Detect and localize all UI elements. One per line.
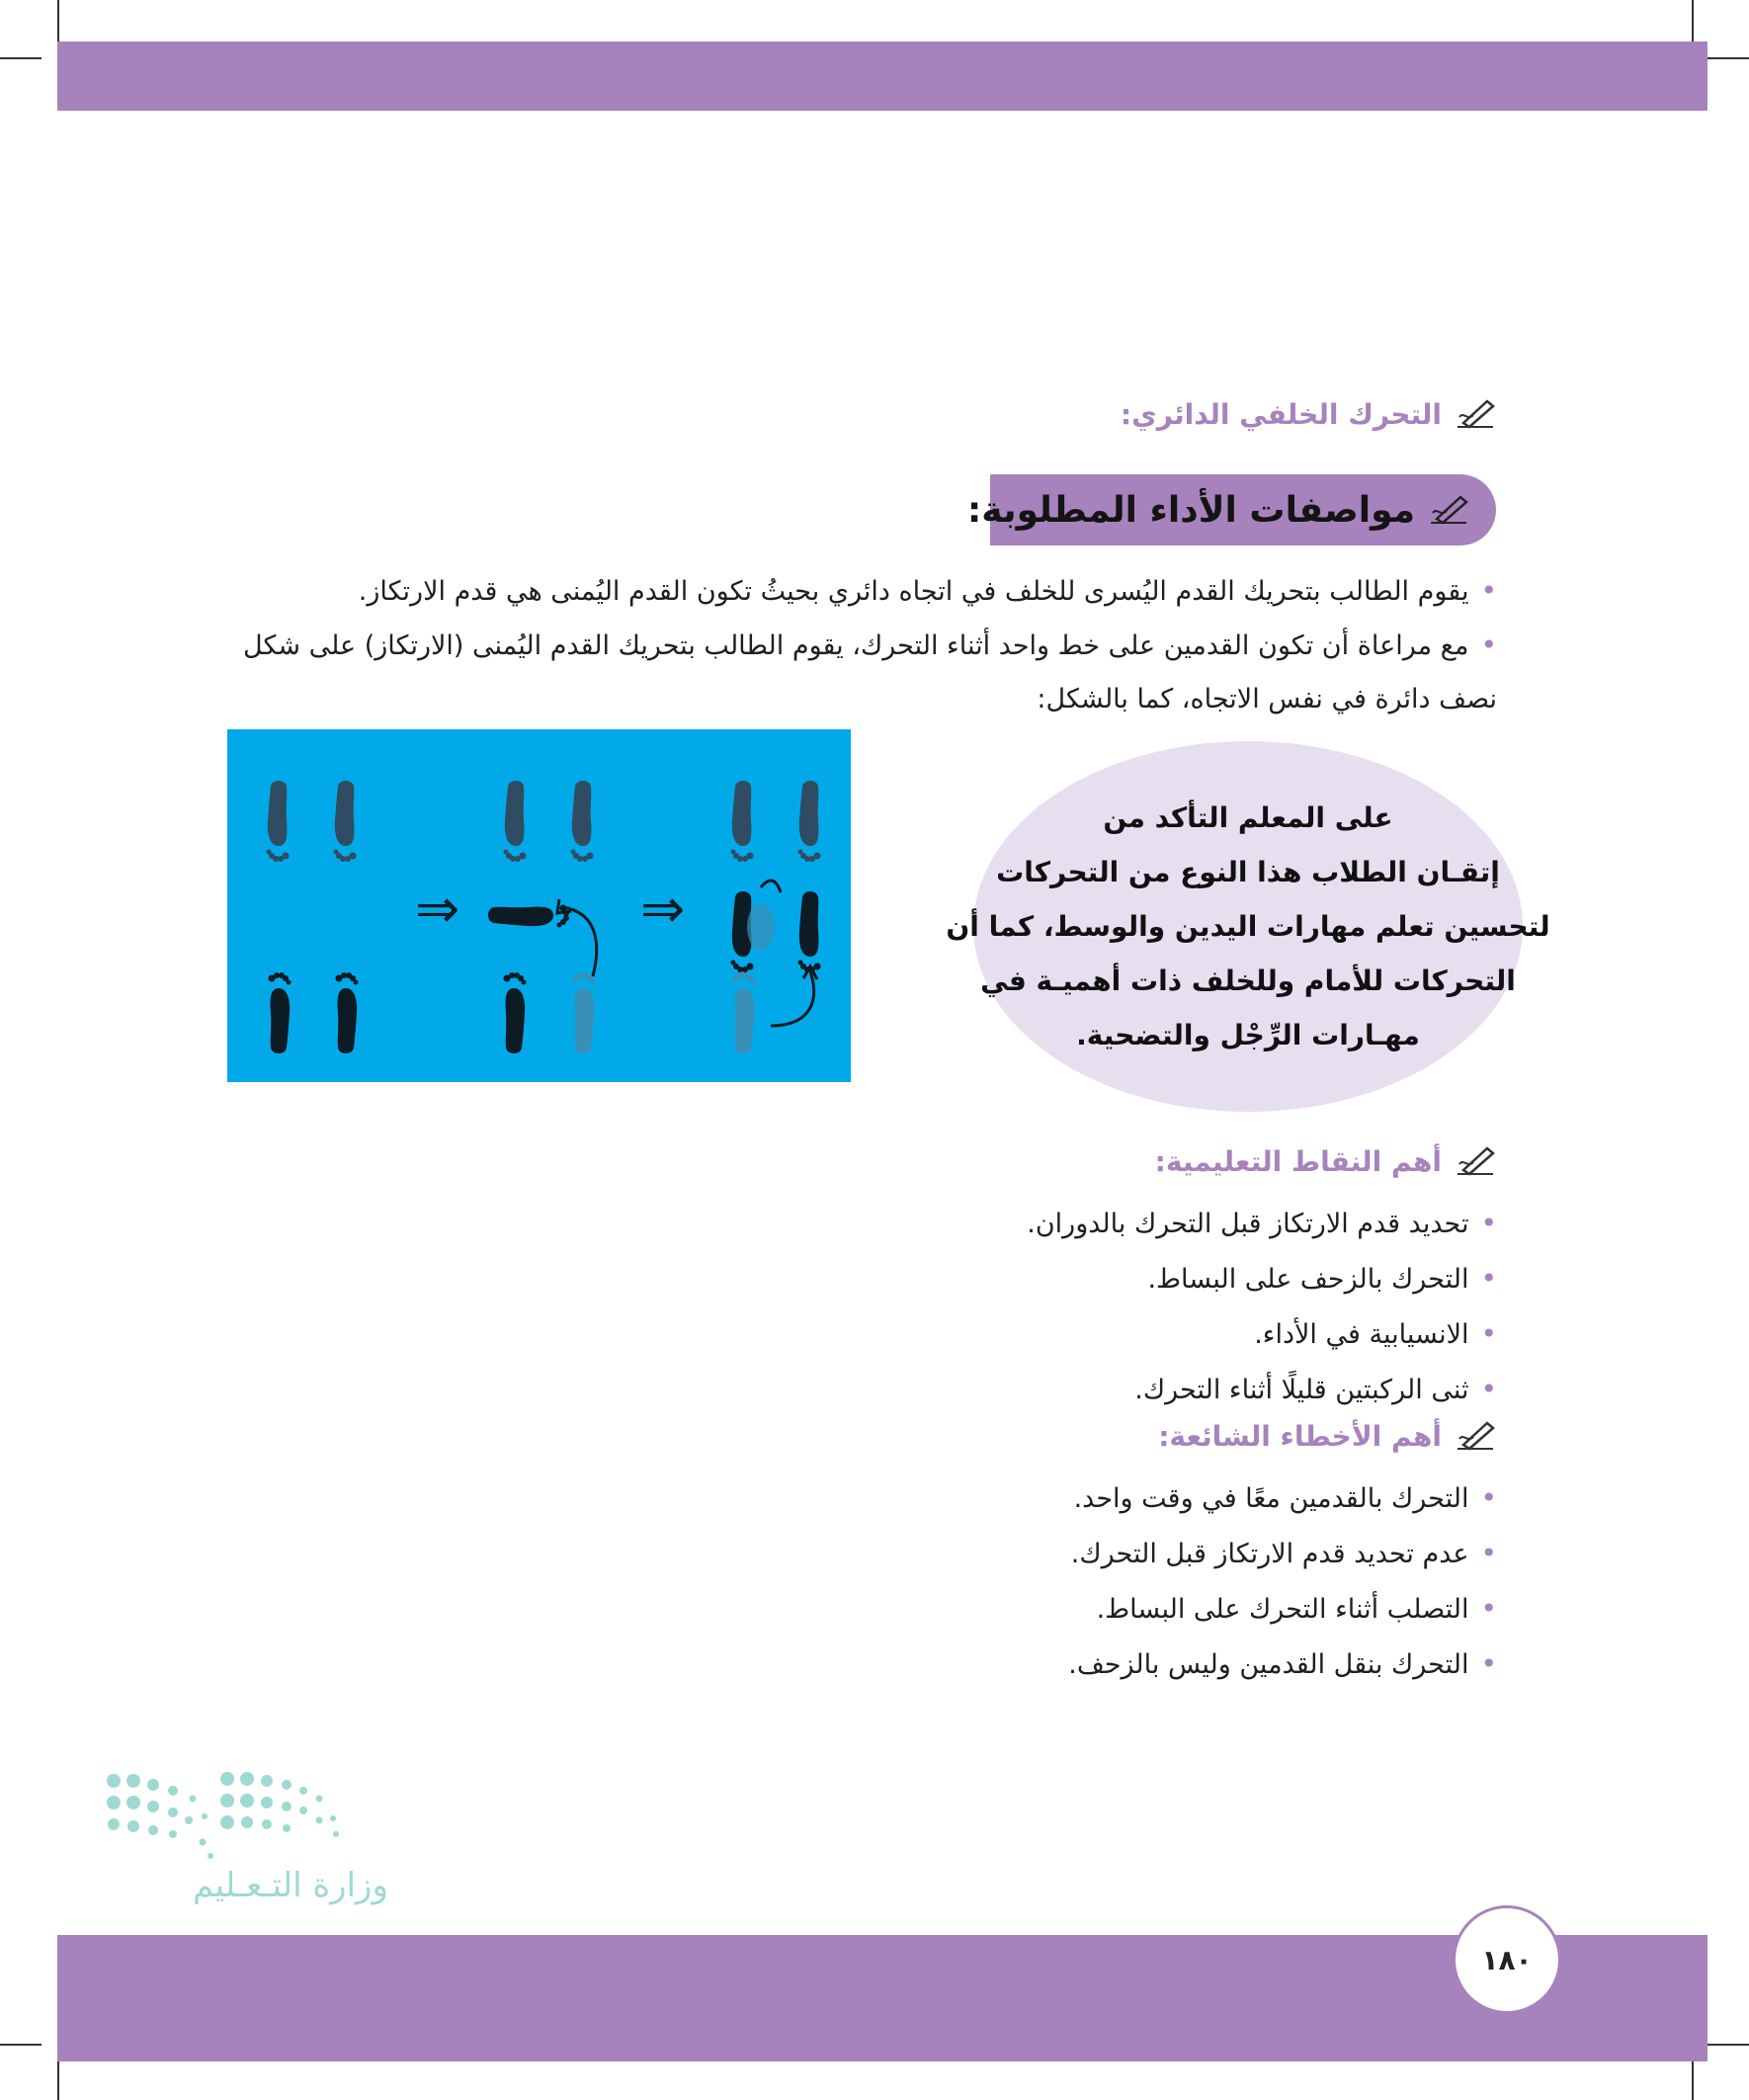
list-item: • الانسيابية في الأداء. bbox=[1027, 1306, 1497, 1362]
performance-specs-banner bbox=[966, 474, 1496, 546]
list-item: • التحرك بنقل القدمين وليس بالزحف. bbox=[1068, 1637, 1497, 1692]
description-line-1: • يقوم الطالب بتحريك القدم اليُسرى للخلف في اتجاه دائري بحيثُ تكون القدم اليُمنى هي قدم الارتكاز. bbox=[359, 563, 1497, 619]
description-line-2: • مع مراعاة أن تكون القدمين على خط واحد أثناء التحرك، يقوم الطالب بتحريك القدم اليُمنى (الارتكاز) على شكل bbox=[243, 618, 1497, 673]
ministry-logo-text: وزارة التـعـليم bbox=[193, 1866, 388, 1905]
common-mistakes-heading-text: أهم الأخطاء الشائعة: bbox=[1158, 1419, 1442, 1453]
banner-title: مواصفات الأداء المطلوبة: bbox=[966, 489, 1415, 531]
pen-writing-icon bbox=[1427, 493, 1470, 527]
list-item: • التحرك بالقدمين معًا في وقت واحد. bbox=[1068, 1470, 1497, 1526]
crop-mark bbox=[0, 2044, 42, 2046]
common-mistakes-list bbox=[1068, 1470, 1497, 1692]
crop-mark bbox=[57, 0, 59, 42]
teacher-note bbox=[946, 741, 1550, 1112]
note-line: مهـارات الرِّجْل والتضحية. bbox=[1076, 1019, 1420, 1051]
crop-mark bbox=[1692, 0, 1694, 42]
svg-text:⇒: ⇒ bbox=[640, 878, 686, 940]
page-number: ١٨٠ bbox=[1453, 1905, 1561, 2014]
common-mistakes-heading bbox=[1158, 1419, 1497, 1453]
teaching-points-heading bbox=[1155, 1144, 1497, 1178]
note-line: إتقـان الطلاب هذا النوع من التحركات bbox=[996, 856, 1500, 888]
header-band bbox=[57, 42, 1707, 111]
pen-writing-icon bbox=[1454, 1419, 1497, 1453]
teaching-points-list bbox=[1027, 1196, 1497, 1417]
pen-writing-icon bbox=[1454, 1144, 1497, 1178]
list-item: • التصلب أثناء التحرك على البساط. bbox=[1068, 1581, 1497, 1637]
section-heading-text: التحرك الخلفي الدائري: bbox=[1120, 397, 1442, 431]
list-item: • عدم تحديد قدم الارتكاز قبل التحرك. bbox=[1068, 1526, 1497, 1581]
crop-mark bbox=[0, 57, 42, 59]
section-heading bbox=[1121, 397, 1497, 431]
crop-mark bbox=[1707, 2044, 1749, 2046]
crop-mark bbox=[1707, 57, 1749, 59]
list-item: • التحرك بالزحف على البساط. bbox=[1027, 1251, 1497, 1306]
crop-mark bbox=[57, 2061, 59, 2100]
description-line-3: نصف دائرة في نفس الاتجاه، كما بالشكل: bbox=[1037, 684, 1497, 714]
pen-writing-icon bbox=[1454, 397, 1497, 431]
crop-mark bbox=[1692, 2061, 1694, 2100]
teaching-points-heading-text: أهم النقاط التعليمية: bbox=[1154, 1144, 1442, 1178]
svg-text:⇒: ⇒ bbox=[415, 878, 460, 940]
list-item: • تحديد قدم الارتكاز قبل التحرك بالدوران. bbox=[1027, 1196, 1497, 1251]
note-line: على المعلم التأكد من bbox=[1103, 801, 1393, 834]
note-line: التحركات للأمام وللخلف ذات أهميـة في bbox=[980, 965, 1516, 997]
logo-dots-icon bbox=[94, 1769, 351, 1868]
note-line: لتحسين تعلم مهارات اليدين والوسط، كما أن bbox=[946, 910, 1550, 943]
feet-movement-illustration bbox=[227, 729, 851, 1082]
list-item: • ثنى الركبتين قليلًا أثناء التحرك. bbox=[1027, 1362, 1497, 1417]
